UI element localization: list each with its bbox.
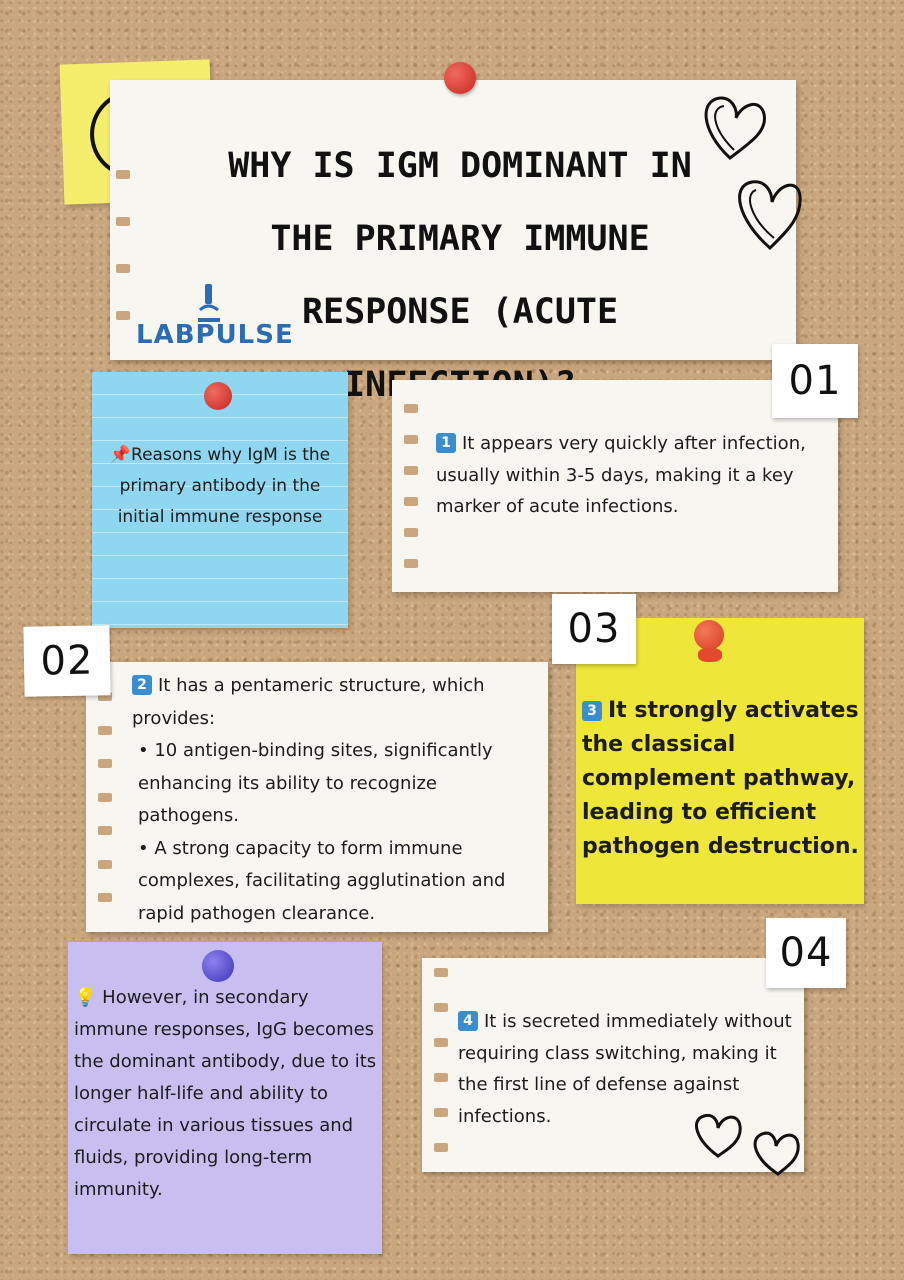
lightbulb-icon: 💡	[74, 987, 97, 1008]
point-02-text: It has a pentameric structure, which provides:	[132, 675, 485, 729]
point-02-bullet-1: 10 antigen-binding sites, significantly enhancing its ability to recognize pathogens.	[138, 740, 493, 826]
number-card-04: 04	[766, 918, 846, 988]
pin-shadow	[698, 648, 722, 662]
number-card-01: 01	[772, 344, 858, 418]
number-badge-1: 1	[436, 433, 456, 453]
point-02-bullet-2: A strong capacity to form immune complexes, facilitating agglutination and rapid pathogen clearance.	[138, 837, 506, 924]
red-pin-icon	[694, 620, 724, 650]
pushpin-icon: 📌	[109, 445, 132, 465]
bullet-icon: •	[138, 837, 155, 859]
number-card-02: 02	[23, 625, 110, 696]
red-pin-icon	[444, 62, 476, 94]
number-badge-2: 2	[132, 675, 152, 695]
red-pin-icon	[204, 382, 232, 410]
number-badge-4: 4	[458, 1011, 478, 1031]
number-card-03: 03	[552, 594, 636, 664]
number-badge-3: 3	[582, 701, 602, 721]
intro-text: Reasons why IgM is the primary antibody in the initial immune response	[117, 445, 331, 527]
point-04-text: It is secreted immediately without requiring class switching, making it the first line of defense against infections.	[458, 1011, 792, 1127]
secondary-response-note	[68, 942, 382, 1254]
note-text: However, in secondary immune responses, IgG becomes the dominant antibody, due to its longer half-life and ability to circulate in various tissues and fluids, providing long-term immunity.	[74, 987, 377, 1200]
hearts-icon	[690, 80, 810, 260]
brand-name: LABPULSE	[136, 320, 294, 350]
point-01-text: It appears very quickly after infection, usually within 3-5 days, making it a key marker of acute infections.	[436, 433, 806, 517]
intro-sticky-note	[92, 372, 348, 628]
point-02-paper	[86, 662, 548, 932]
hearts-icon	[686, 1100, 806, 1180]
labpulse-logo	[136, 282, 294, 354]
bullet-icon: •	[138, 740, 155, 761]
point-03-text: It strongly activates the classical complement pathway, leading to efficient pathogen destruction.	[582, 698, 859, 859]
purple-pin-icon	[202, 950, 234, 982]
page-title: WHY IS IGM DOMINANT IN THE PRIMARY IMMUNE RESPONSE (ACUTE	[228, 146, 692, 332]
